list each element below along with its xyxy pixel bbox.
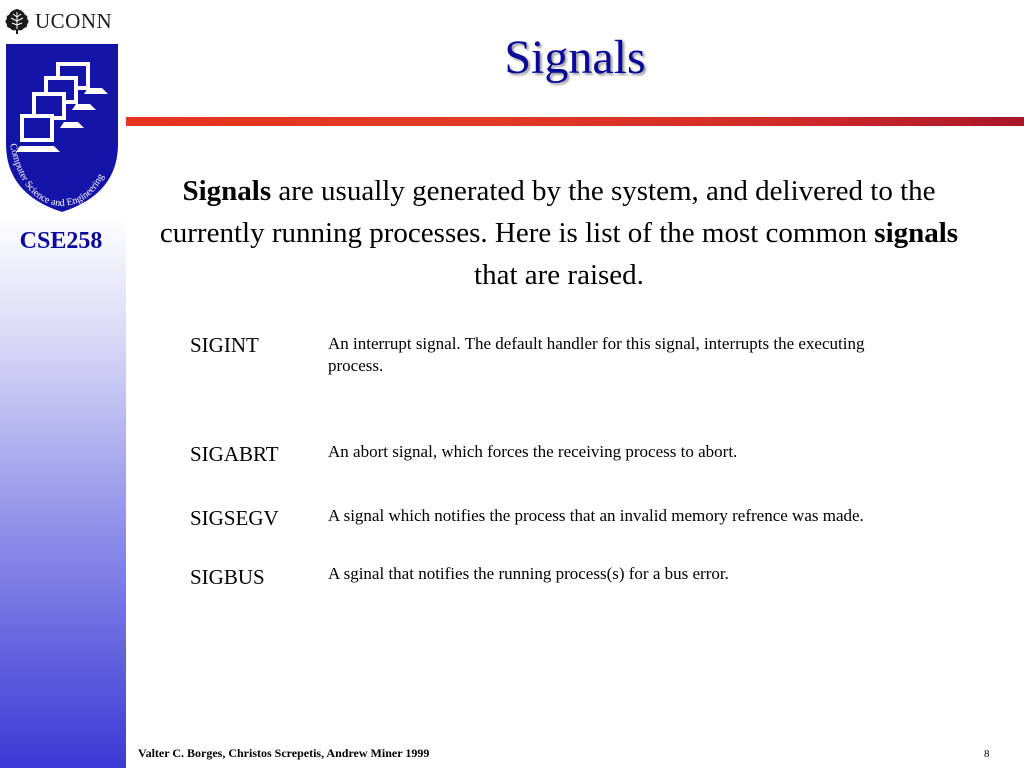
uconn-wordmark: UCONN xyxy=(35,8,113,33)
shield-text: Computer Science and Engineering xyxy=(7,142,107,210)
signal-name-sigsegv: SIGSEGV xyxy=(190,506,279,530)
signal-desc-sigsegv: A signal which notifies the process that an invalid memory refrence was made. xyxy=(328,506,864,525)
intro-text-end: that are raised. xyxy=(474,259,644,291)
intro-bold-signals-2: signals xyxy=(874,217,959,249)
slide-title: Signals xyxy=(504,31,646,84)
signal-desc-sigabrt: An abort signal, which forces the receiving process to abort. xyxy=(328,442,738,461)
cse-shield-logo xyxy=(2,44,122,214)
course-code: CSE258 xyxy=(19,228,103,254)
oak-leaf-icon xyxy=(4,7,30,35)
footer-authors: Valter C. Borges, Christos Screpetis, Andrew Miner 1999 xyxy=(138,746,430,760)
signal-desc-sigbus: A sginal that notifies the running process(s) for a bus error. xyxy=(328,564,729,583)
intro-text: are usually generated by the system, and delivered to the currently running processes. Here is list of the most common xyxy=(159,175,936,249)
page-number: 8 xyxy=(984,748,990,760)
intro-bold-signals: Signals xyxy=(182,175,272,207)
title-divider xyxy=(126,117,1024,126)
uconn-logo xyxy=(4,4,122,38)
intro-paragraph xyxy=(150,170,968,296)
signal-name-sigbus: SIGBUS xyxy=(190,565,265,589)
signal-name-sigint: SIGINT xyxy=(190,333,259,357)
signal-name-sigabrt: SIGABRT xyxy=(190,442,279,466)
signal-desc-sigint: An interrupt signal. The default handler for this signal, interrupts the executing process. xyxy=(328,334,865,375)
